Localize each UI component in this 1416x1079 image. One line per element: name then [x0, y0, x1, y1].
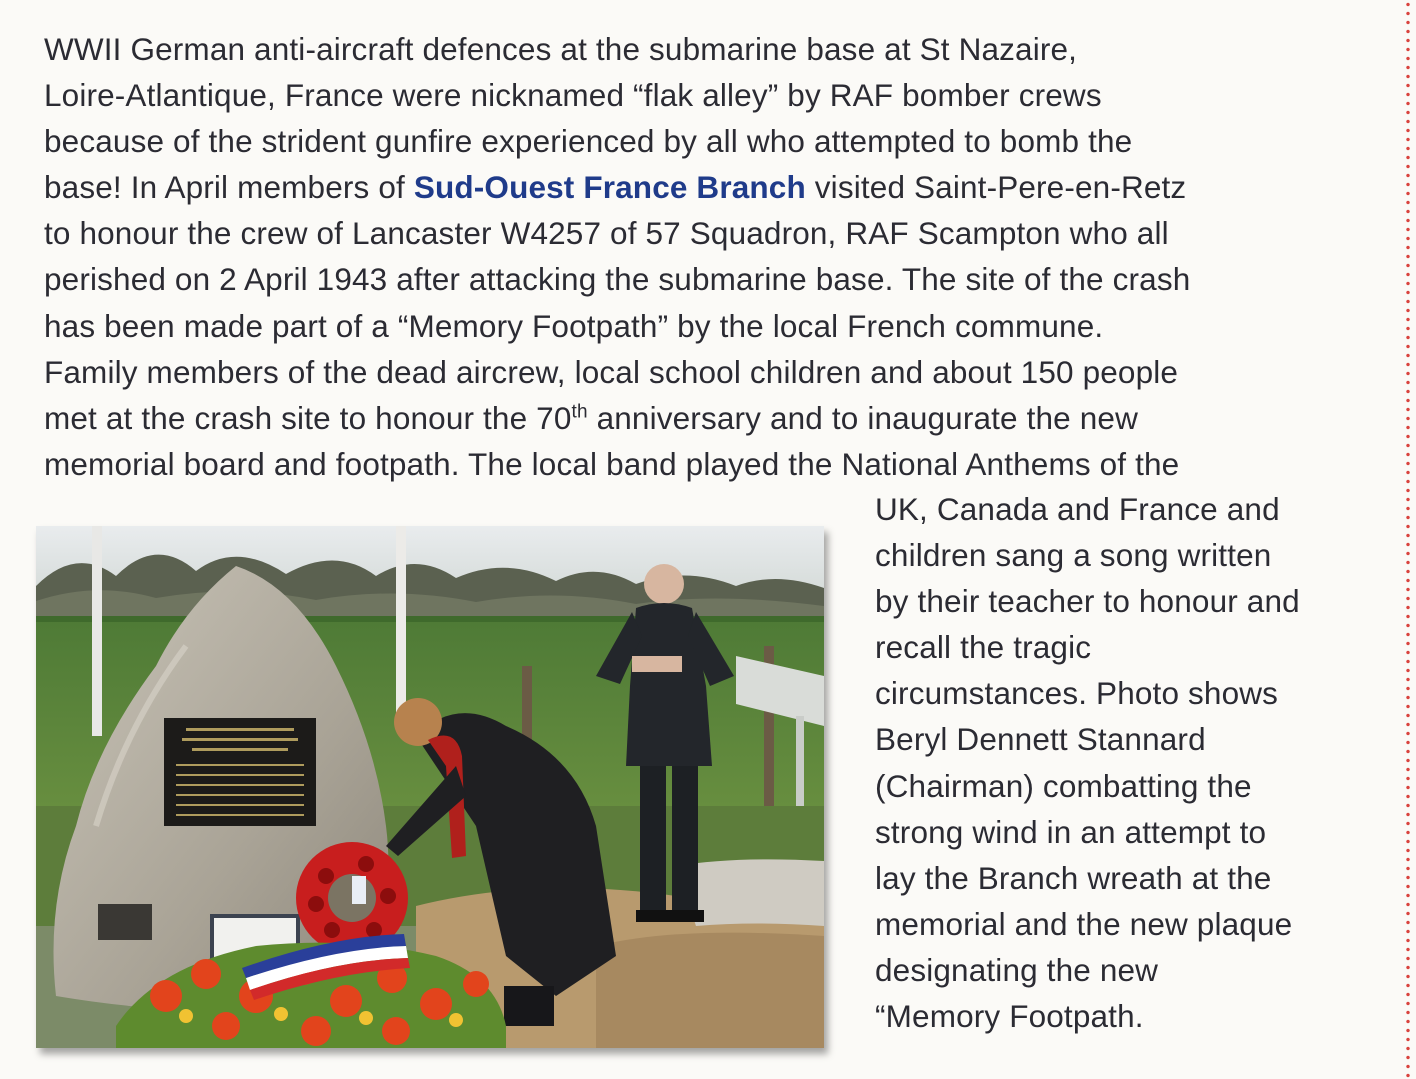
branch-name: Sud-Ouest France Branch: [413, 169, 806, 206]
memorial-photo-illustration: [36, 526, 824, 1048]
text-line: to honour the crew of Lancaster W4257 of 57 Squadron, RAF Scampton who all: [44, 215, 1169, 252]
text-line: [44, 395, 1374, 441]
text-line: UK, Canada and France and: [875, 491, 1280, 527]
text-fragment: anniversary and to inaugurate the new: [596, 399, 1138, 436]
text-line: has been made part of a “Memory Footpath” by the local French commune.: [44, 307, 1104, 344]
text-fragment: visited Saint-Pere-en-Retz: [814, 169, 1187, 206]
article-text-top: [44, 26, 1374, 487]
text-line: perished on 2 April 1943 after attacking the submarine base. The site of the crash: [44, 261, 1191, 298]
text-line: Family members of the dead aircrew, local school children and about 150 people: [44, 353, 1179, 390]
article-text-side: [875, 486, 1375, 1039]
text-line: recall the tragic: [875, 629, 1092, 666]
text-fragment: met at the crash site to honour the 70: [44, 399, 572, 436]
text-line: because of the strident gunfire experienced by all who attempted to bomb the: [44, 123, 1133, 160]
text-line: (Chairman) combatting the: [875, 767, 1252, 804]
text-line: Beryl Dennett Stannard: [875, 721, 1206, 758]
text-line: [44, 164, 1374, 210]
text-line: strong wind in an attempt to: [875, 813, 1267, 850]
text-line: children sang a song written: [875, 537, 1272, 574]
text-line: WWII German anti-aircraft defences at the submarine base at St Nazaire,: [44, 31, 1078, 67]
text-line: lay the Branch wreath at the: [875, 859, 1272, 896]
text-line: circumstances. Photo shows: [875, 675, 1279, 712]
text-line: Loire-Atlantique, France were nicknamed “flak alley” by RAF bomber crews: [44, 77, 1102, 114]
page-edge-dotted-border: [1406, 0, 1410, 1079]
text-line: designating the new: [875, 951, 1159, 988]
text-line: memorial board and footpath. The local band played the National Anthems of the: [44, 445, 1180, 482]
text-line: “Memory Footpath.: [875, 998, 1144, 1035]
memorial-photo: [36, 526, 824, 1048]
text-fragment: base! In April members of: [44, 169, 405, 206]
text-line: memorial and the new plaque: [875, 905, 1293, 942]
ordinal-suffix: th: [571, 401, 588, 423]
text-line: by their teacher to honour and: [875, 583, 1300, 620]
